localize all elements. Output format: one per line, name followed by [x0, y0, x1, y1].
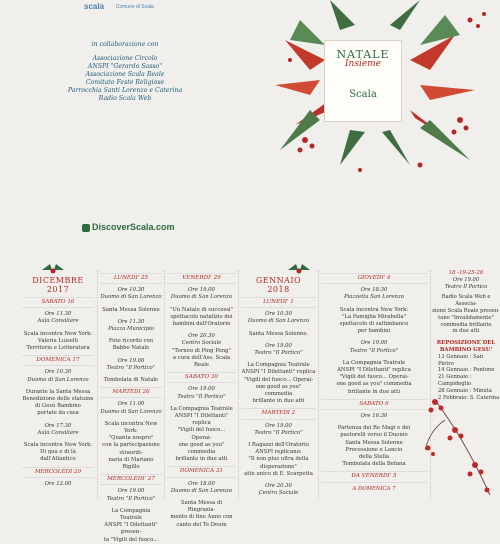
- event-line: ta "Vigili del fuoco...: [103, 536, 159, 543]
- event-line: I Ragazzi dell'Oratorio: [248, 442, 309, 449]
- event-line: Aula Consiliare: [37, 318, 79, 325]
- event-line: Teatro "Il Portico": [177, 393, 226, 400]
- event-line: Ore 19.00: [117, 488, 145, 495]
- comune-logo: Comune di Scala: [115, 4, 154, 11]
- column-dicembre-2: [100, 270, 162, 544]
- day-heading: LUNEDI' 25: [100, 273, 162, 284]
- event-line: Benedizione delle statuine: [22, 396, 94, 403]
- event-line: Ore 11.00: [117, 401, 145, 408]
- event-line: Duomo di San Lorenzo: [27, 376, 89, 383]
- event-line: a cura dell'Ass. Scala Reale: [172, 354, 231, 369]
- discover-icon: [82, 224, 90, 232]
- event-line: Teatro Il Portico: [444, 283, 488, 290]
- day-heading: SABATO 30: [167, 372, 236, 383]
- event-line: Ore 18.30: [360, 287, 388, 294]
- day-heading: DOMENICA 17: [22, 355, 94, 366]
- event-line: Radio Scala Web e Associa-: [441, 294, 491, 308]
- event-line: Ore 11.30: [44, 311, 72, 318]
- event-line: tano "Invalidamente": [438, 314, 494, 321]
- event-line: portate da casa: [37, 410, 79, 417]
- title-insieme: Insieme: [344, 59, 382, 69]
- event-line: zione Scala Reale presen-: [432, 307, 500, 314]
- day-heading: DOMENICA 31: [167, 466, 236, 477]
- event-line: A DOMENICA 7: [352, 485, 396, 492]
- event-line: Duomo di San Lorenzo: [100, 408, 162, 415]
- event-line: Ore 20.30: [188, 333, 215, 340]
- event-line: Teatro "Il Portico": [254, 350, 303, 357]
- event-line: Ore 10.30: [117, 287, 145, 294]
- event-line: della Stella: [358, 454, 390, 461]
- holly-icon: [40, 262, 66, 276]
- event-line: Teatro "Il Portico": [106, 364, 156, 371]
- event-line: con la partecipazione straordi-: [102, 442, 160, 456]
- column-dicembre: [22, 276, 94, 488]
- day-heading: 18 -19-25-26: [448, 270, 484, 276]
- event-line: in due atti: [452, 328, 480, 335]
- reliquie-item: 14 Gennaio : Pontone: [438, 367, 495, 374]
- supporter-item: Radio Scala Web: [98, 95, 152, 102]
- event-line: Tombolata di Natale: [103, 377, 159, 384]
- event-line: "Un Natale di successi": [169, 306, 234, 313]
- header-logos: [84, 2, 154, 11]
- day-heading: MERCOLEDI 20: [22, 467, 94, 478]
- event-line: atto unico di E. Scarpetta: [244, 470, 313, 477]
- year-heading: 2017: [46, 285, 70, 294]
- event-line: La Compagnia Teatrale: [111, 507, 151, 522]
- event-line: commedia brillante: [440, 321, 492, 328]
- event-line: Santa Messa di Ringrazia-: [180, 500, 223, 514]
- event-line: Ore 11.30: [117, 318, 145, 325]
- event-line: La Compagnia Teatrale: [342, 359, 406, 366]
- event-line: Centro Sociale: [181, 340, 222, 347]
- event-line: La Compagnia Teatrale: [247, 362, 310, 369]
- event-line: Ore 20.30: [265, 483, 292, 490]
- event-line: Centro Sociale: [258, 490, 299, 497]
- supporters-block: [40, 41, 210, 103]
- reliquie-item: 13 Gennaio : San Pietro: [438, 353, 484, 367]
- title-box: [324, 40, 402, 122]
- event-line: di Gesù Bambino: [35, 403, 81, 410]
- day-heading: DA VENERDI' 5: [321, 471, 427, 482]
- event-line: brillante in due atti: [175, 456, 228, 463]
- event-line: Processione e Lancio: [345, 446, 403, 453]
- event-line: Ore 17.30: [44, 422, 72, 429]
- event-line: Foto ricordo con: [108, 338, 154, 345]
- supporter-item: ANSPI "Gerardo Sasso": [87, 63, 163, 70]
- event-line: one good as you" commedia: [336, 381, 412, 388]
- event-line: "Il non plus ultra della: [248, 456, 309, 463]
- supporter-item: Parrocchia Santi Lorenzo e Caterina: [67, 87, 183, 94]
- column-divider: [238, 270, 239, 500]
- event-line: Partenza dei Re Magi e dei: [337, 425, 411, 432]
- day-heading: VENERDI' 29: [167, 273, 236, 284]
- month-heading: DICEMBRE: [32, 276, 84, 285]
- event-line: Duomo di San Lorenzo: [100, 294, 162, 301]
- event-line: Babbo Natale: [112, 345, 150, 352]
- column-gennaio: [241, 276, 316, 497]
- event-line: ANSPI replicano:: [255, 449, 302, 456]
- event-line: Santa Messa Solenne.: [248, 330, 309, 337]
- event-line: bambini dell'Oratorio: [172, 321, 231, 328]
- event-line: "Vigili del fuoco... Operai-: [243, 376, 314, 383]
- event-line: Santa Messa Solenne: [345, 439, 403, 446]
- event-line: Teatro "Il Portico": [106, 495, 156, 502]
- event-line: Ore 19.00: [360, 340, 388, 347]
- reliquie-title: REPOSIZIONE DEL BAMBINO GESU': [436, 340, 496, 353]
- column-teatro: [432, 270, 500, 401]
- event-line: Ore 16.30: [360, 413, 388, 420]
- title-natale: NATALE: [336, 48, 390, 61]
- event-line: Ore 19.00: [265, 342, 292, 349]
- discover-logo: [82, 222, 175, 232]
- event-line: Ore 19.00: [265, 422, 292, 429]
- event-line: Scala incontra New York:: [104, 420, 158, 435]
- day-heading: MARTEDI 26: [100, 387, 162, 398]
- month-heading: GENNAIO: [255, 276, 302, 285]
- event-line: brillante in due atti: [252, 398, 305, 405]
- event-line: Santa Messa Solenne: [102, 306, 160, 313]
- event-line: Di qua e di là dall'Atlantico: [40, 449, 76, 463]
- day-heading: SABATO 16: [22, 297, 94, 308]
- holly-icon: [286, 262, 312, 276]
- event-line: "La Famiglia Mirabella": [342, 313, 406, 320]
- event-line: Teatro "Il Portico": [349, 347, 399, 354]
- event-line: pastorelli verso il Duomo: [340, 432, 408, 439]
- event-line: brillante in due atti: [347, 388, 401, 395]
- event-line: Ore 19.00: [452, 276, 480, 283]
- event-line: Durante la Santa Messa: [25, 388, 91, 395]
- event-line: Tombolata della Befana: [342, 461, 406, 468]
- event-line: "Vigili del fuoco... Operai-: [339, 374, 409, 381]
- event-line: ANSPI "I Dilettanti" replica: [174, 413, 229, 427]
- event-line: Piazza Municipio: [108, 326, 154, 333]
- brand-logo: scala: [84, 2, 105, 11]
- event-line: one good as you" commedia: [255, 383, 302, 398]
- column-gennaio-2: [321, 270, 427, 493]
- event-line: Duomo di San Lorenzo: [170, 487, 233, 494]
- event-line: Scala incontra New York:: [23, 330, 93, 337]
- day-heading: GIOVEDI' 4: [321, 273, 427, 284]
- event-line: Duomo di San Lorenzo: [170, 294, 233, 301]
- event-line: Duomo di San Lorenzo: [247, 318, 310, 325]
- event-line: ANSPI "I Dilettanti" replica: [337, 367, 411, 374]
- event-line: naria di Mariano Rigillo: [108, 456, 154, 471]
- event-line: one good as you" commedia: [178, 441, 225, 456]
- title-scala: Scala: [349, 89, 377, 100]
- day-heading: SABATO 6: [321, 399, 427, 410]
- supporters-lead: in collaborazione con: [91, 41, 159, 48]
- supporter-item: Associazione Scala Reale: [85, 71, 165, 78]
- event-line: disperazione": [260, 463, 297, 470]
- supporter-item: Comitato Feste Religiose: [85, 79, 165, 86]
- event-line: "Vigili del fuoco... Operai-: [177, 427, 226, 441]
- reliquie-item: 2 Febbraio: S. Caterina: [438, 394, 500, 401]
- event-line: Scala incontra New York:: [339, 306, 409, 313]
- event-line: "Torneo di Ping Pong": [172, 347, 231, 354]
- day-heading: LUNEDI' 1: [241, 297, 316, 308]
- reliquie-item: 28 Gennaio : Minuta: [438, 387, 492, 394]
- column-divider: [318, 270, 319, 500]
- event-line: Ore 19.00: [188, 287, 215, 294]
- event-line: Teatro "Il Portico": [254, 429, 303, 436]
- event-line: Ore 12.00: [44, 480, 72, 487]
- column-divider: [164, 270, 165, 500]
- event-line: per bambini: [357, 328, 391, 335]
- reliquie-item: 21 Gennaio : Campidoglio: [438, 374, 472, 387]
- event-line: Ore 19.00: [188, 386, 215, 393]
- event-line: Territorio e Letteratura: [26, 345, 90, 352]
- event-line: Valeria Luiselli: [38, 337, 78, 344]
- event-line: canto del Te Deum: [176, 521, 227, 528]
- event-line: spettacolo di saltimbanco: [339, 321, 409, 328]
- discover-text: DiscoverScala.com: [92, 222, 175, 232]
- event-line: Ore 18.00: [188, 480, 215, 487]
- berry-branch: [425, 387, 500, 500]
- event-line: Ore 10.30: [265, 311, 292, 318]
- event-line: mento di fine Anno con: [170, 514, 233, 521]
- column-dicembre-3: [167, 270, 236, 529]
- column-divider: [97, 270, 98, 500]
- event-line: spettacolo natalizio dei: [170, 313, 233, 320]
- event-line: Piazzetta San Lorenzo: [344, 294, 404, 301]
- event-line: Aula Consiliare: [37, 429, 79, 436]
- day-heading: MARTEDI 2: [241, 408, 316, 419]
- event-line: La Compagnia Teatrale: [170, 405, 233, 412]
- event-line: Ore 10.30: [44, 369, 72, 376]
- supporter-item: Associazione Circolo: [92, 55, 158, 62]
- day-heading: MERCOLEDI' 27: [100, 474, 162, 485]
- event-line: Ore 19.00: [117, 357, 145, 364]
- year-heading: 2018: [267, 285, 290, 294]
- event-line: "Quanta nospro": [108, 435, 154, 442]
- event-line: ANSPI "I Dilettanti" presen-: [104, 522, 158, 536]
- event-line: ANSPI "I Dilettanti" replica: [241, 369, 316, 376]
- event-line: Scala incontra New York:: [23, 442, 93, 449]
